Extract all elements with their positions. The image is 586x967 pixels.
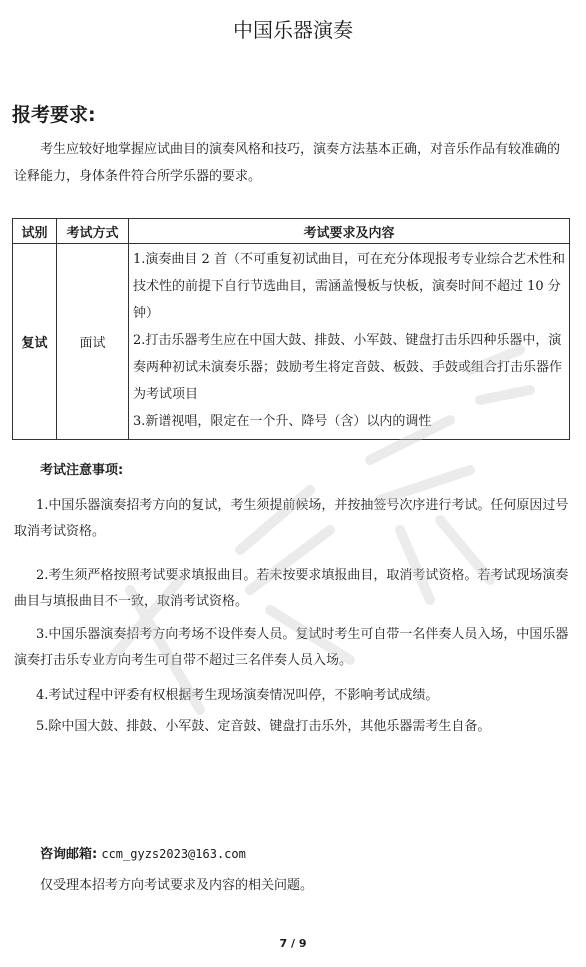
header-content: 考试要求及内容 (129, 219, 570, 244)
content-item-3: 3.新谱视唱，限定在一个升、降号（含）以内的调性 (133, 414, 432, 429)
header-method: 考试方式 (57, 219, 129, 244)
contact-line (40, 843, 246, 862)
page-title: 中国乐器演奏 (233, 18, 353, 42)
note-item-2: 2.考生须严格按照考试要求填报曲目。若未按要求填报曲目，取消考试资格。若考试现场演奏曲目与填报曲目不一致，取消考试资格。 (14, 568, 569, 609)
contact-label: 咨询邮箱: (40, 847, 98, 862)
table-header-row (13, 219, 570, 244)
note-item-4: 4.考试过程中评委有权根据考生现场演奏情况叫停，不影响考试成绩。 (36, 688, 439, 703)
requirements-heading: 报考要求: (12, 104, 96, 126)
content-item-1: 1.演奏曲目 2 首（不可重复初试曲目，可在充分体现报考专业综合艺术性和技术性的前提下自行节选曲目，需涵盖慢板与快板，演奏时间不超过 10 分钟） (133, 252, 565, 321)
cell-content (129, 244, 570, 440)
page-number: 7 / 9 (279, 937, 307, 950)
exam-table (12, 218, 570, 440)
notes-heading: 考试注意事项: (40, 463, 124, 478)
note-item-1: 1.中国乐器演奏招考方向的复试，考生须提前候场，并按抽签号次序进行考试。任何原因过号取消考试资格。 (14, 498, 569, 539)
cell-method: 面试 (57, 244, 129, 440)
content-item-2: 2.打击乐器考生应在中国大鼓、排鼓、小军鼓、键盘打击乐四种乐器中，演奏两种初试未演奏乐器；鼓励考生将定音鼓、板鼓、手鼓或组合打击乐器作为考试项目 (133, 333, 563, 402)
note-item-3: 3.中国乐器演奏招考方向考场不设伴奏人员。复试时考生可自带一名伴奏人员入场，中国乐器演奏打击乐专业方向考生可自带不超过三名伴奏人员入场。 (14, 627, 569, 668)
contact-email: ccm_gyzs2023@163.com (101, 847, 246, 861)
header-stage: 试别 (13, 219, 57, 244)
table-row (13, 244, 570, 440)
note-item-5: 5.除中国大鼓、排鼓、小军鼓、定音鼓、键盘打击乐外，其他乐器需考生自备。 (36, 719, 491, 734)
contact-scope: 仅受理本招考方向考试要求及内容的相关问题。 (40, 878, 314, 893)
cell-stage: 复试 (13, 244, 57, 440)
requirements-intro: 考生应较好地掌握应试曲目的演奏风格和技巧，演奏方法基本正确，对音乐作品有较准确的诠释能力，身体条件符合所学乐器的要求。 (14, 142, 561, 184)
